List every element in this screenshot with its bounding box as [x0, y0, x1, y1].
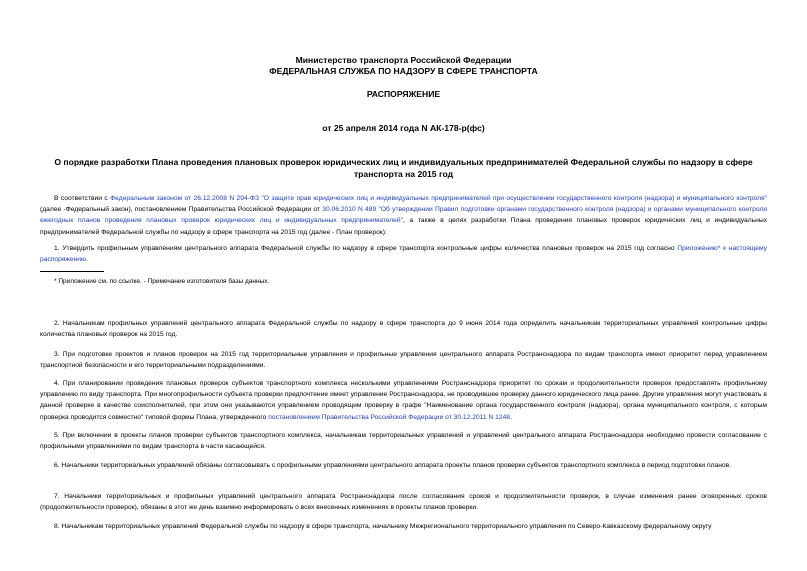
document-date-number: от 25 апреля 2014 года N АК-178-р(фс) — [322, 123, 485, 133]
service-name: ФЕДЕРАЛЬНАЯ СЛУЖБА ПО НАДЗОРУ В СФЕРЕ ТРАНСПОРТА — [269, 66, 538, 76]
ministry-name: Министерство транспорта Российской Федерации — [295, 55, 512, 65]
federal-law-link[interactable]: Федеральным законом от 26.12.2008 N 294-ФЗ "О защите прав юридических лиц и индивидуальных предпринимателей при осуществлении государственного контроля (надзора) и муниципального контроля" — [110, 195, 768, 202]
item-8-paragraph: 8. Начальникам территориальных управлений Федеральной службы по надзору в сфере транспорта, начальнику Межрегионального территориального управления по Северо-Кавказскому федеральному округу — [54, 523, 712, 530]
footnote-text: * Приложение см. по ссылке. - Примечание изготовителя базы данных. — [54, 278, 270, 285]
appendix-link[interactable]: Приложению* к настоящему распоряжению — [40, 245, 767, 264]
footnote-divider — [40, 271, 104, 272]
item-1-end: . — [86, 256, 88, 264]
item-5-paragraph: 5. При включении в проекты планов проверки субъектов транспортного комплекса, начальникам территориальных управлений и управлений центрального аппарата Ространснадзора необходимо провести согласование с профильными управлениями по видам транспорта в части касающейся. — [40, 432, 767, 451]
item-1-text: 1. Утвердить профильным управлениям центрального аппарата Федеральной службы по надзору в сфере транспорта контрольные цифры количества плановых проверок на 2015 год согласно — [54, 245, 678, 252]
preamble-text-1: В соответствии с — [54, 195, 111, 202]
item-4-text: 4. При планировании проведения плановых проверок субъектов транспортного комплекса несколькими управлениями Ространснадзора приоритет по срокам и продолжительности проверок предоставлять профильному управлению по виду транспорта. При многопрофильности субъекта проверки предпочтение имеет управление Ространснадзора, не проводившее проверку данного юридического лица ранее. Другие управления могут участвовать в данной проверке в качестве соисполнителей, при этом они указываются управлением проводящим проверку в графе "Наименование органа государственного контроля (надзора), органа муниципального контроля, с которым проверка проводится совместно" типовой формы Плана, утвержденного — [40, 380, 767, 421]
preamble-text-3: , а также в целях разработки Плана проведения плановых проверок юридических лиц и индивидуальных предпринимателей Федеральной службы по надзору в сфере транспорта на 2015 год (далее - План проверок): — [40, 217, 767, 236]
document-title-line2: транспорта на 2015 год — [353, 169, 454, 179]
item-3-paragraph: 3. При подготовке проектов и планов проверок на 2015 год территориальные управления и профильные управления центрального аппарата Ространснадзора по видам транспорта имеют приоритет перед управлением транспортной безопасности и его территориальными подразделениями. — [40, 351, 767, 370]
item-4-paragraph — [40, 378, 767, 423]
document-title-line1: О порядке разработки Плана проведения плановых проверок юридических лиц и индивидуальных предпринимателей Федеральной службы по надзору в сфере — [54, 157, 753, 167]
document-type: РАСПОРЯЖЕНИЕ — [366, 89, 441, 99]
preamble-paragraph — [40, 193, 767, 238]
preamble-text-2: (далее -Федеральный закон), постановлением Правительства Российской Федерации от — [40, 206, 323, 214]
item-6-paragraph: 6. Начальники территориальных управлений обязаны согласовывать с профильными управлениями центрального аппарата проекты планов проверки субъектов транспортного комплекса в период подготовки планов. — [54, 462, 732, 469]
resolution-1248-link[interactable]: постановлением Правительства Российской Федерации от 30.12.2011 N 1248 — [268, 413, 511, 421]
item-4-end: . — [510, 413, 512, 421]
government-resolution-link[interactable]: 30.06.2010 N 489 "Об утверждении Правил подготовки органами государственного контроля (надзора) и органами муниципального контроля ежегодных планов проведения плановых проверок юридических лиц и индивидуальных предпринимателей" — [40, 206, 767, 225]
item-2-paragraph: 2. Начальникам профильных управлений центрального аппарата Федеральной службы по надзору в сфере транспорта до 9 июня 2014 года определить начальникам территориальных управлений контрольные цифры количества плановых проверок на 2015 год. — [40, 320, 767, 339]
item-1-paragraph — [40, 243, 767, 265]
item-7-paragraph: 7. Начальники территориальных и профильных управлений центрального аппарата Ространснадзора после согласования сроков и продолжительности проверок, в случае изменения ранее оговоренных сроков (продолжительности проверок), обязаны в этот же день взаимно информировать о всех внесенных изменениях в проекты планов проверки. — [40, 493, 767, 512]
